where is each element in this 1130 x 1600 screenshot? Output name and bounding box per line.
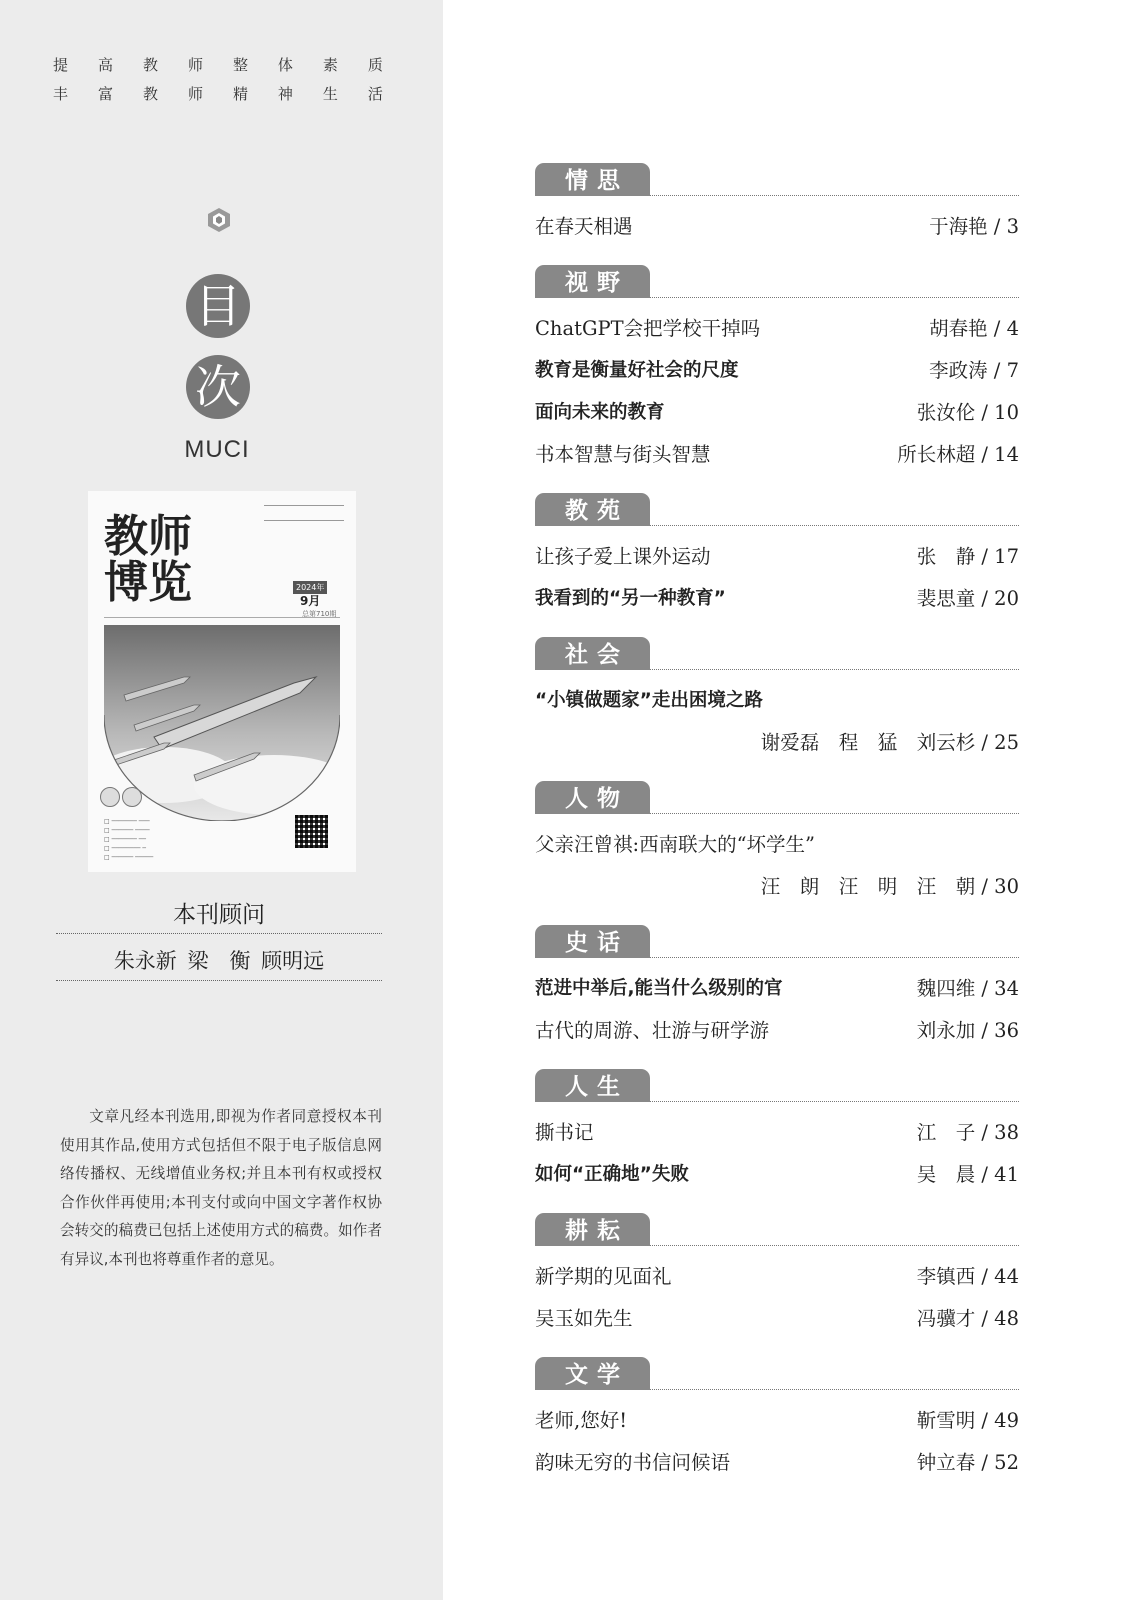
motto-char: 素 xyxy=(322,56,338,74)
cover-year: 2024年 xyxy=(293,581,327,594)
entry-slash: / xyxy=(975,1121,995,1144)
entry-slash: / xyxy=(975,977,995,1000)
section-divider xyxy=(650,957,1019,958)
motto-char: 活 xyxy=(367,85,383,103)
section-header xyxy=(535,637,1019,670)
section-divider xyxy=(650,1101,1019,1102)
entry-title: 新学期的见面礼 xyxy=(535,1265,672,1288)
entry-slash: / xyxy=(987,359,1007,382)
toc-entry[interactable] xyxy=(535,213,1019,241)
entry-author: 江 子 xyxy=(916,1121,976,1144)
cover-headline-list: □ ─────── ─── □ ────── ──── □ ─────── ── □ ──────── ─ □ ────── ───── xyxy=(104,818,154,861)
section-title: 视野 xyxy=(535,265,650,298)
motto-char: 整 xyxy=(232,56,248,74)
entry-title: 书本智慧与街头智慧 xyxy=(535,443,711,466)
section-divider xyxy=(650,1245,1019,1246)
cover-title-line2: 博览 xyxy=(104,557,192,608)
toc-entry[interactable] xyxy=(535,357,1019,385)
entry-author: 魏四维 xyxy=(916,977,976,1000)
section-header xyxy=(535,781,1019,814)
motto-char: 提 xyxy=(53,56,69,74)
entry-title: 让孩子爱上课外运动 xyxy=(535,545,711,568)
entry-title: 教育是衡量好社会的尺度 xyxy=(535,360,739,381)
cover-qr-code xyxy=(295,815,328,848)
entry-page-number: 17 xyxy=(994,545,1019,568)
entry-title: 撕书记 xyxy=(535,1121,594,1144)
toc-roman-label: MUCI xyxy=(184,436,250,463)
section-title: 人物 xyxy=(535,781,650,814)
entry-page-number: 48 xyxy=(994,1307,1019,1330)
section-divider xyxy=(650,1389,1019,1390)
section-divider xyxy=(650,297,1019,298)
entry-slash: / xyxy=(975,1265,995,1288)
section-title: 文学 xyxy=(535,1357,650,1390)
entry-author-page xyxy=(917,1161,1019,1189)
copyright-notice: 文章凡经本刊选用,即视为作者同意授权本刊使用其作品,使用方式包括但不限于电子版信息网络传播权、无线增值业务权;并且本刊有权或授权合作伙伴再使用;本刊支付或向中国文字著作权协会转交的稿费已包括上述使用方式的稿费。如作者有异议,本刊也将尊重作者的意见。 xyxy=(60,1108,382,1268)
entry-slash: / xyxy=(975,731,995,754)
cover-seal-2 xyxy=(122,787,142,807)
toc-entry[interactable] xyxy=(535,315,1019,343)
entry-slash: / xyxy=(975,587,995,610)
motto-char: 师 xyxy=(187,56,203,74)
entry-author-page xyxy=(917,585,1019,613)
motto-char: 富 xyxy=(97,85,113,103)
entry-title: 古代的周游、壮游与研学游 xyxy=(535,1019,770,1042)
cover-header-band xyxy=(264,505,344,521)
entry-page-number: 30 xyxy=(994,875,1019,898)
section-header xyxy=(535,493,1019,526)
entry-author: 于海艳 xyxy=(929,215,988,238)
motto-char: 丰 xyxy=(53,85,69,103)
magazine-cover-thumbnail xyxy=(88,491,356,872)
entry-page-number: 25 xyxy=(994,731,1019,754)
entry-title: “小镇做题家”走出困境之路 xyxy=(535,690,763,711)
section-title: 情思 xyxy=(535,163,650,196)
entry-author: 裴思童 xyxy=(916,587,976,610)
section-divider xyxy=(650,195,1019,196)
toc-entry[interactable] xyxy=(535,975,1019,1003)
entry-slash: / xyxy=(975,875,995,898)
toc-entry[interactable] xyxy=(535,831,1019,859)
entry-author: 汪 朗 汪 明 汪 朝 xyxy=(760,875,976,898)
entry-slash: / xyxy=(975,1409,995,1432)
motto-line-2 xyxy=(53,83,383,104)
section-title: 社会 xyxy=(535,637,650,670)
entry-slash: / xyxy=(975,1307,995,1330)
section-divider xyxy=(650,669,1019,670)
entry-page-number: 4 xyxy=(1006,317,1019,340)
toc-entry[interactable] xyxy=(535,399,1019,427)
entry-title: 面向未来的教育 xyxy=(535,402,665,423)
section-header xyxy=(535,1213,1019,1246)
entry-author-page xyxy=(761,873,1019,901)
entry-author-page xyxy=(917,399,1019,427)
entry-slash: / xyxy=(975,1451,995,1474)
motto-char: 体 xyxy=(277,56,293,74)
cover-issue: 总第710期 xyxy=(302,610,337,618)
section-title: 史话 xyxy=(535,925,650,958)
entry-slash: / xyxy=(975,545,995,568)
cover-month: 9月 xyxy=(300,594,321,608)
toc-entry[interactable] xyxy=(535,1407,1019,1435)
entry-page-number: 44 xyxy=(994,1265,1019,1288)
motto-char: 高 xyxy=(97,56,113,74)
entry-slash: / xyxy=(975,401,995,424)
section-header xyxy=(535,265,1019,298)
entry-author-page xyxy=(917,1017,1019,1045)
entry-page-number: 36 xyxy=(994,1019,1019,1042)
toc-entry[interactable] xyxy=(535,1017,1019,1045)
toc-char-mu: 目 xyxy=(186,274,250,338)
entry-author: 李镇西 xyxy=(916,1265,976,1288)
entry-page-number: 34 xyxy=(994,977,1019,1000)
sidebar xyxy=(0,0,443,1600)
motto-char: 质 xyxy=(367,56,383,74)
entry-page-number: 7 xyxy=(1006,359,1019,382)
toc-entry[interactable] xyxy=(535,585,1019,613)
entry-author-page xyxy=(917,1305,1019,1333)
entry-slash: / xyxy=(975,443,995,466)
entry-slash: / xyxy=(987,215,1007,238)
entry-author: 张汝伦 xyxy=(916,401,976,424)
motto-char: 教 xyxy=(142,56,158,74)
section-header xyxy=(535,163,1019,196)
motto-line-1 xyxy=(53,54,383,75)
entry-page-number: 52 xyxy=(994,1451,1019,1474)
motto-char: 神 xyxy=(277,85,293,103)
toc-entry[interactable] xyxy=(535,687,1019,715)
entry-author-page xyxy=(917,1407,1019,1435)
entry-author-page xyxy=(929,357,1019,385)
entry-author-page xyxy=(917,543,1019,571)
entry-author-page xyxy=(897,441,1019,469)
advisors-divider-bottom xyxy=(56,980,382,981)
entry-author: 吴 晨 xyxy=(916,1163,976,1186)
entry-title: 如何“正确地”失败 xyxy=(535,1164,689,1185)
entry-title: 范进中举后,能当什么级别的官 xyxy=(535,978,783,999)
entry-page-number: 38 xyxy=(994,1121,1019,1144)
magazine-logo-icon xyxy=(207,207,231,233)
toc-entry[interactable] xyxy=(535,1263,1019,1291)
section-title: 教苑 xyxy=(535,493,650,526)
entry-title: 老师,您好! xyxy=(535,1409,628,1432)
entry-page-number: 14 xyxy=(994,443,1019,466)
entry-author: 胡春艳 xyxy=(929,317,988,340)
entry-author-page xyxy=(929,213,1019,241)
motto-char: 师 xyxy=(187,85,203,103)
section-divider xyxy=(650,525,1019,526)
entry-slash: / xyxy=(975,1019,995,1042)
entry-author-page xyxy=(917,1119,1019,1147)
entry-author: 靳雪明 xyxy=(916,1409,976,1432)
entry-title: 我看到的“另一种教育” xyxy=(535,588,726,609)
advisors-heading: 本刊顾问 xyxy=(173,902,265,928)
toc-entry[interactable] xyxy=(535,1161,1019,1189)
section-header xyxy=(535,1357,1019,1390)
toc-entry[interactable] xyxy=(535,1305,1019,1333)
entry-author-page xyxy=(929,315,1019,343)
entry-author-page xyxy=(917,975,1019,1003)
entry-author: 所长林超 xyxy=(897,443,976,466)
toc-entry[interactable] xyxy=(535,1449,1019,1477)
motto-char: 教 xyxy=(142,85,158,103)
section-header xyxy=(535,1069,1019,1102)
entry-author: 钟立春 xyxy=(916,1451,976,1474)
motto-char: 精 xyxy=(232,85,248,103)
entry-author-page xyxy=(917,1263,1019,1291)
toc-entry-authors-line xyxy=(535,873,1019,901)
entry-author: 冯骥才 xyxy=(916,1307,976,1330)
entry-author-page xyxy=(917,1449,1019,1477)
motto-char: 生 xyxy=(322,85,338,103)
toc-entry[interactable] xyxy=(535,441,1019,469)
toc-char-ci: 次 xyxy=(186,355,250,419)
section-divider xyxy=(650,813,1019,814)
advisors-names: 朱永新 梁 衡 顾明远 xyxy=(113,949,325,973)
entry-slash: / xyxy=(975,1163,995,1186)
entry-page-number: 20 xyxy=(994,587,1019,610)
entry-page-number: 10 xyxy=(994,401,1019,424)
cover-rule xyxy=(104,617,340,618)
toc-entry[interactable] xyxy=(535,1119,1019,1147)
entry-page-number: 49 xyxy=(994,1409,1019,1432)
advisors-divider-top xyxy=(56,933,382,934)
entry-author: 李政涛 xyxy=(929,359,988,382)
entry-slash: / xyxy=(987,317,1007,340)
toc-entry[interactable] xyxy=(535,543,1019,571)
cover-seal-1 xyxy=(100,787,120,807)
entry-author: 谢爱磊 程 猛 刘云杉 xyxy=(760,731,976,754)
entry-title: 吴玉如先生 xyxy=(535,1307,633,1330)
entry-author-page xyxy=(761,729,1019,757)
entry-author: 刘永加 xyxy=(916,1019,976,1042)
entry-title: 在春天相遇 xyxy=(535,215,633,238)
entry-title: 父亲汪曾祺:西南联大的“坏学生” xyxy=(535,833,816,856)
cover-title-line1: 教师 xyxy=(104,511,192,562)
section-header xyxy=(535,925,1019,958)
toc-entry-authors-line xyxy=(535,729,1019,757)
entry-title: ChatGPT会把学校干掉吗 xyxy=(535,317,761,340)
section-title: 人生 xyxy=(535,1069,650,1102)
section-title: 耕耘 xyxy=(535,1213,650,1246)
entry-title: 韵味无穷的书信问候语 xyxy=(535,1451,731,1474)
entry-author: 张 静 xyxy=(916,545,976,568)
entry-page-number: 41 xyxy=(994,1163,1019,1186)
entry-page-number: 3 xyxy=(1006,215,1019,238)
